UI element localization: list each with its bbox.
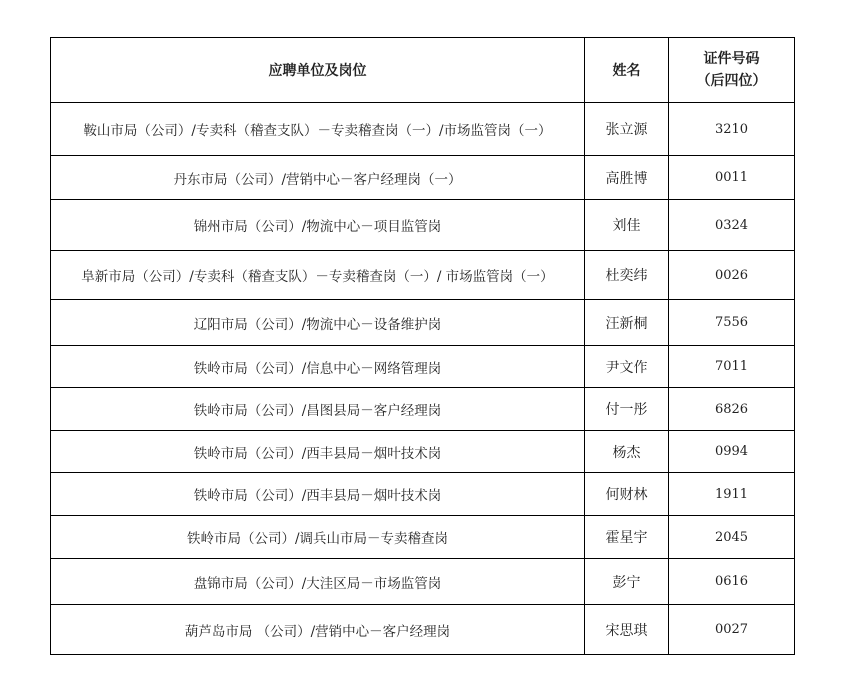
header-id-line1: 证件号码: [703, 51, 760, 67]
id-cell: 1911: [669, 473, 795, 516]
unit-cell: 锦州市局（公司）/物流中心－项目监管岗: [51, 200, 585, 251]
name-cell: 付一彤: [585, 388, 669, 431]
header-unit-position: 应聘单位及岗位: [51, 38, 585, 103]
table-row: [51, 300, 795, 346]
header-row: [51, 38, 795, 103]
id-cell: 2045: [669, 516, 795, 559]
unit-cell: 铁岭市局（公司）/昌图县局－客户经理岗: [51, 388, 585, 431]
table-row: [51, 346, 795, 388]
name-cell: 高胜博: [585, 156, 669, 200]
unit-cell: 葫芦岛市局 （公司）/营销中心－客户经理岗: [51, 605, 585, 655]
name-cell: 何财林: [585, 473, 669, 516]
table-row: [51, 473, 795, 516]
name-cell: 汪新桐: [585, 300, 669, 346]
unit-cell: 阜新市局（公司）/专卖科（稽查支队）－专卖稽查岗（一）/ 市场监管岗（一）: [51, 251, 585, 300]
table-row: [51, 388, 795, 431]
table-row: [51, 251, 795, 300]
unit-cell: 辽阳市局（公司）/物流中心－设备维护岗: [51, 300, 585, 346]
name-cell: 彭宁: [585, 559, 669, 605]
name-cell: 杨杰: [585, 431, 669, 473]
table-row: [51, 516, 795, 559]
name-cell: 霍星宇: [585, 516, 669, 559]
unit-cell: 鞍山市局（公司）/专卖科（稽查支队）－专卖稽查岗（一）/市场监管岗（一）: [51, 103, 585, 156]
header-name: 姓名: [585, 38, 669, 103]
header-id-line2: （后四位）: [696, 73, 767, 89]
id-cell: 0011: [669, 156, 795, 200]
id-cell: 0994: [669, 431, 795, 473]
unit-cell: 铁岭市局（公司）/调兵山市局－专卖稽查岗: [51, 516, 585, 559]
table-row: [51, 431, 795, 473]
name-cell: 宋思琪: [585, 605, 669, 655]
table-row: [51, 156, 795, 200]
name-cell: 杜奕纬: [585, 251, 669, 300]
table-row: [51, 200, 795, 251]
id-cell: 7011: [669, 346, 795, 388]
unit-cell: 铁岭市局（公司）/信息中心－网络管理岗: [51, 346, 585, 388]
unit-cell: 铁岭市局（公司）/西丰县局－烟叶技术岗: [51, 431, 585, 473]
header-id-number: [669, 38, 795, 103]
table-row: [51, 103, 795, 156]
id-cell: 0027: [669, 605, 795, 655]
name-cell: 张立源: [585, 103, 669, 156]
unit-cell: 盘锦市局（公司）/大洼区局－市场监管岗: [51, 559, 585, 605]
unit-cell: 丹东市局（公司）/营销中心－客户经理岗（一）: [51, 156, 585, 200]
table-header: [51, 38, 795, 103]
table-row: [51, 559, 795, 605]
unit-cell: 铁岭市局（公司）/西丰县局－烟叶技术岗: [51, 473, 585, 516]
id-cell: 7556: [669, 300, 795, 346]
table-body: [51, 103, 795, 655]
table-row: [51, 605, 795, 655]
id-cell: 0324: [669, 200, 795, 251]
id-cell: 6826: [669, 388, 795, 431]
name-cell: 刘佳: [585, 200, 669, 251]
id-cell: 0616: [669, 559, 795, 605]
id-cell: 0026: [669, 251, 795, 300]
id-cell: 3210: [669, 103, 795, 156]
candidate-table: [50, 37, 795, 655]
name-cell: 尹文作: [585, 346, 669, 388]
